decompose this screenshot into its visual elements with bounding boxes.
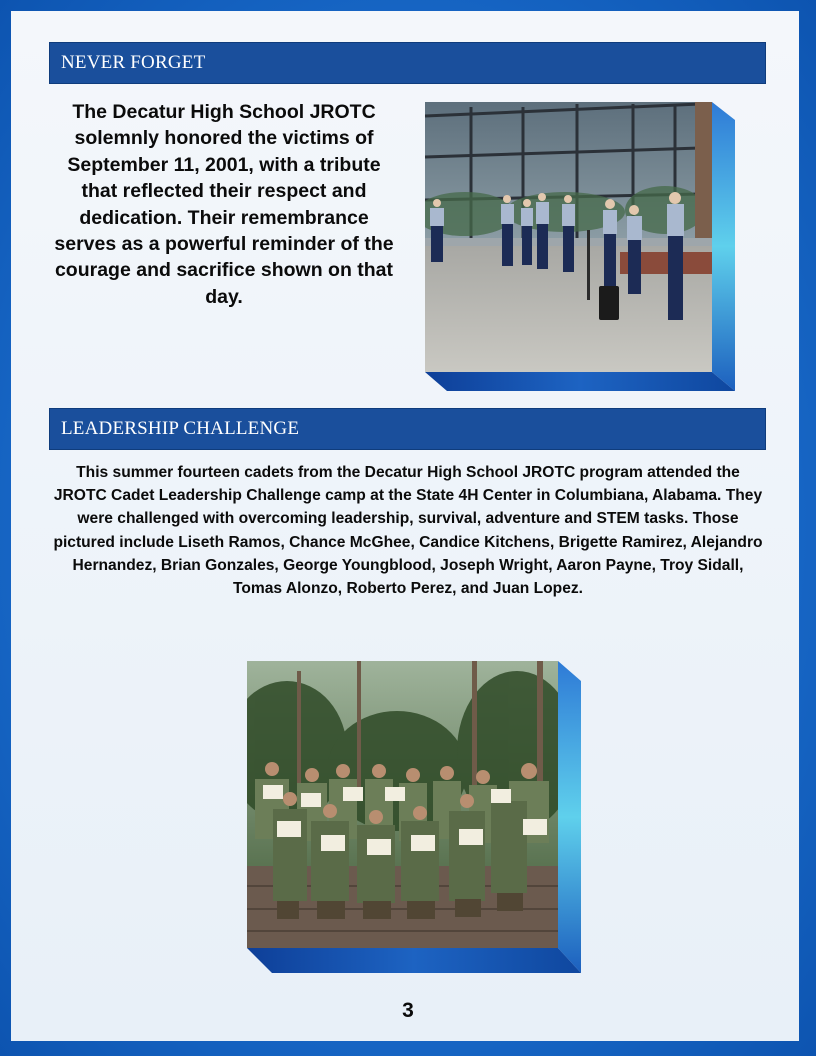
group-photo xyxy=(247,661,558,948)
page-number: 3 xyxy=(402,999,414,1022)
photo-edge-right xyxy=(558,661,581,973)
photo-edge-bottom xyxy=(425,372,735,391)
section-header-never-forget: NEVER FORGET xyxy=(49,42,766,84)
photo-edge-right xyxy=(712,102,735,391)
ceremony-photo xyxy=(425,102,712,372)
never-forget-text: The Decatur High School JROTC solemnly honored the victims of September 11, 2001, with a tribute that reflected their respect and dedication. Their remembrance serves as a powerful reminder of the courage and sacrifice shown on that day. xyxy=(54,101,394,308)
photo-edge-bottom xyxy=(247,948,581,973)
leadership-challenge-text: This summer fourteen cadets from the Decatur High School JROTC program attended the JROTC Cadet Leadership Challenge camp at the State 4H Center in Columbiana, Alabama. They were challenged with overcoming leadership, survival, adventure and STEM tasks. Those pictured include Liseth Ramos, Chance McGhee, Candice Kitchens, Brigette Ramirez, Alejandro Hernandez, Brian Gonzales, George Youngblood, Joseph Wright, Aaron Payne, Troy Sidall, Tomas Alonzo, Roberto Perez, and Juan Lopez. xyxy=(53,464,763,598)
photo-frame-ceremony xyxy=(425,102,735,391)
photo-frame-group xyxy=(247,661,581,973)
section-header-leadership-challenge: LEADERSHIP CHALLENGE xyxy=(49,408,766,450)
